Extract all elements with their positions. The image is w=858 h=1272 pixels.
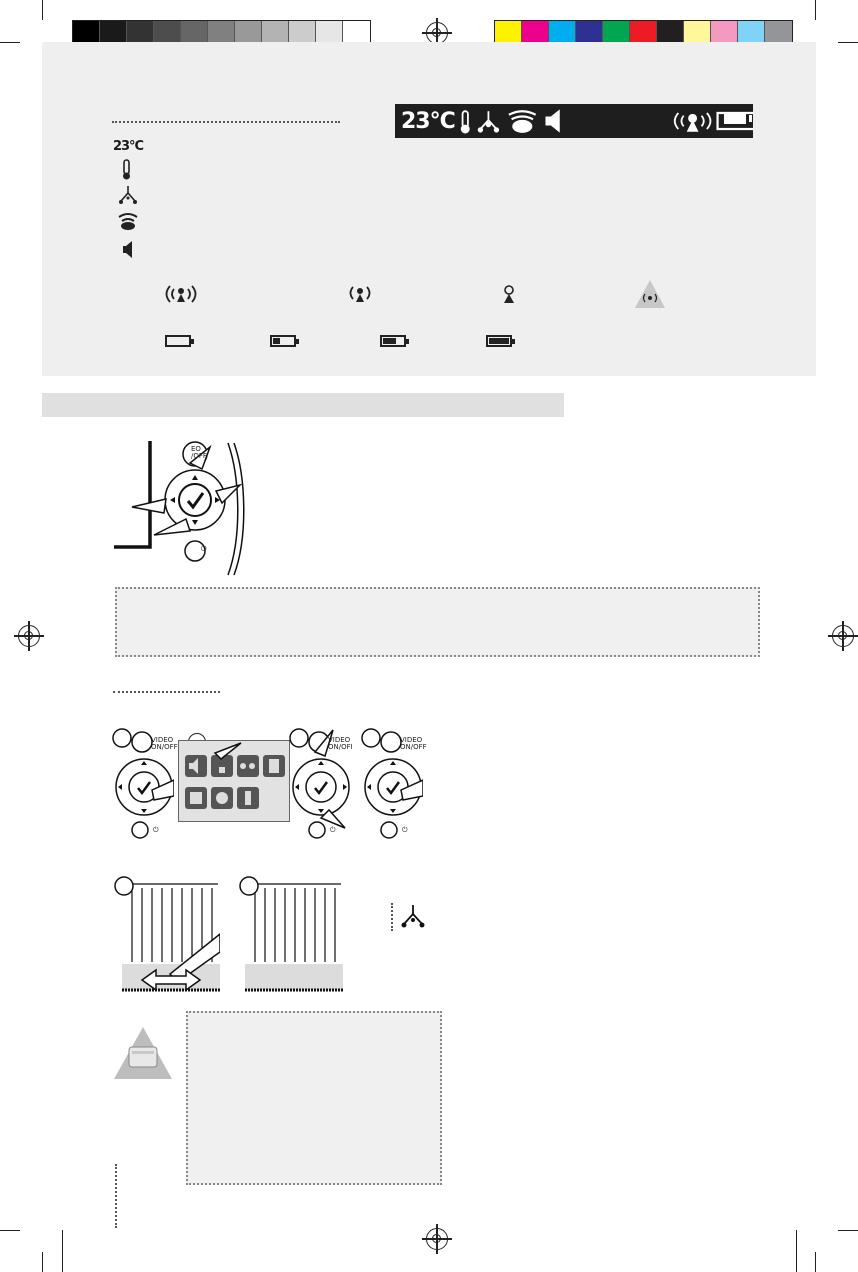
- display-legend-panel: [42, 42, 816, 376]
- sound-level-icon: [509, 111, 536, 132]
- lullaby-mobile-icon: [400, 904, 426, 930]
- signal-strong-icon: [164, 283, 198, 305]
- crop-mark: [0, 1230, 20, 1231]
- tip-box: [186, 1011, 442, 1185]
- lcd-icons: [459, 104, 753, 138]
- lcd-temperature: 23°C: [401, 108, 455, 134]
- section-divider: [391, 903, 393, 931]
- crop-mark: [838, 1230, 858, 1231]
- section-divider: [115, 1164, 117, 1228]
- thermometer-icon: [461, 111, 468, 132]
- menu-screen: [178, 740, 290, 822]
- sound-level-icon: [117, 212, 139, 232]
- confirm-button: [306, 772, 336, 802]
- battery-low-icon: [270, 335, 296, 347]
- power-symbol: ⏻: [201, 545, 207, 553]
- lullaby-mobile-icon: [117, 185, 139, 205]
- speaker-icon: [120, 240, 134, 260]
- battery-medium-icon: [380, 335, 406, 347]
- legend-temperature: 23°C: [112, 138, 144, 154]
- crop-mark: [0, 42, 20, 43]
- navigation-control-illustration: [110, 437, 260, 577]
- lullaby-mobile-icon: [478, 111, 498, 132]
- crop-mark: [838, 42, 858, 43]
- thermometer-icon: [120, 158, 134, 182]
- signal-medium-icon: [347, 283, 373, 305]
- music-icon: [269, 759, 279, 773]
- crop-mark: [796, 1230, 797, 1272]
- lcd-battery-icon: [720, 106, 756, 136]
- section-header-bar: [42, 393, 564, 417]
- power-symbol: ⏻: [330, 826, 336, 834]
- registration-mark-top: [426, 22, 448, 44]
- lullaby-mobile-icon: [216, 792, 228, 804]
- note-box: [115, 587, 760, 657]
- speaker-icon: [545, 109, 559, 132]
- step-number-circle: [362, 729, 380, 747]
- note-card-icon: [112, 1025, 174, 1081]
- crib-icon: [190, 792, 202, 804]
- section-divider: [112, 121, 340, 123]
- registration-mark-right: [832, 625, 854, 647]
- power-symbol: ⏻: [153, 826, 159, 834]
- power-button: [132, 822, 148, 838]
- section-divider: [113, 691, 220, 693]
- video-onoff-label: VIDEO ON/OFF: [151, 736, 178, 751]
- video-onoff-label: EO /OFF: [191, 445, 207, 460]
- zoom-icon: [240, 763, 246, 769]
- step-number-circle: [290, 729, 308, 747]
- signal-none-icon: [500, 283, 518, 305]
- registration-mark-bottom: [426, 1228, 448, 1250]
- step-number-circle: [115, 877, 133, 895]
- crib-mounting-illustration-2: [235, 874, 343, 998]
- battery-empty-icon: [165, 335, 191, 347]
- crop-mark: [815, 1252, 816, 1272]
- registration-mark-left: [18, 625, 40, 647]
- power-symbol: ⏻: [402, 826, 408, 834]
- lcd-status-bar: [395, 104, 753, 138]
- sound-meter-icon: [245, 791, 251, 805]
- crop-mark: [42, 1252, 43, 1272]
- power-button: [309, 822, 325, 838]
- power-button: [381, 822, 397, 838]
- confirm-button[interactable]: [179, 484, 211, 516]
- crop-mark: [815, 0, 816, 20]
- battery-full-icon: [486, 335, 512, 347]
- brightness-icon: [219, 767, 225, 773]
- out-of-range-warning-icon: [633, 278, 667, 310]
- signal-strong-icon: [675, 113, 711, 131]
- video-button: [381, 732, 401, 752]
- finger-arrow-down: [154, 519, 190, 535]
- video-button: [132, 732, 152, 752]
- menu-icons: [179, 741, 289, 821]
- crop-mark: [42, 0, 43, 20]
- crib-mounting-illustration-1: [112, 874, 220, 998]
- step-number-circle: [113, 729, 131, 747]
- video-onoff-label: VIDEO ON/OFF: [400, 736, 427, 751]
- video-onoff-label: VIDEO ON/OFI: [328, 736, 353, 751]
- step-number-circle: [240, 877, 258, 895]
- crop-mark: [62, 1230, 63, 1272]
